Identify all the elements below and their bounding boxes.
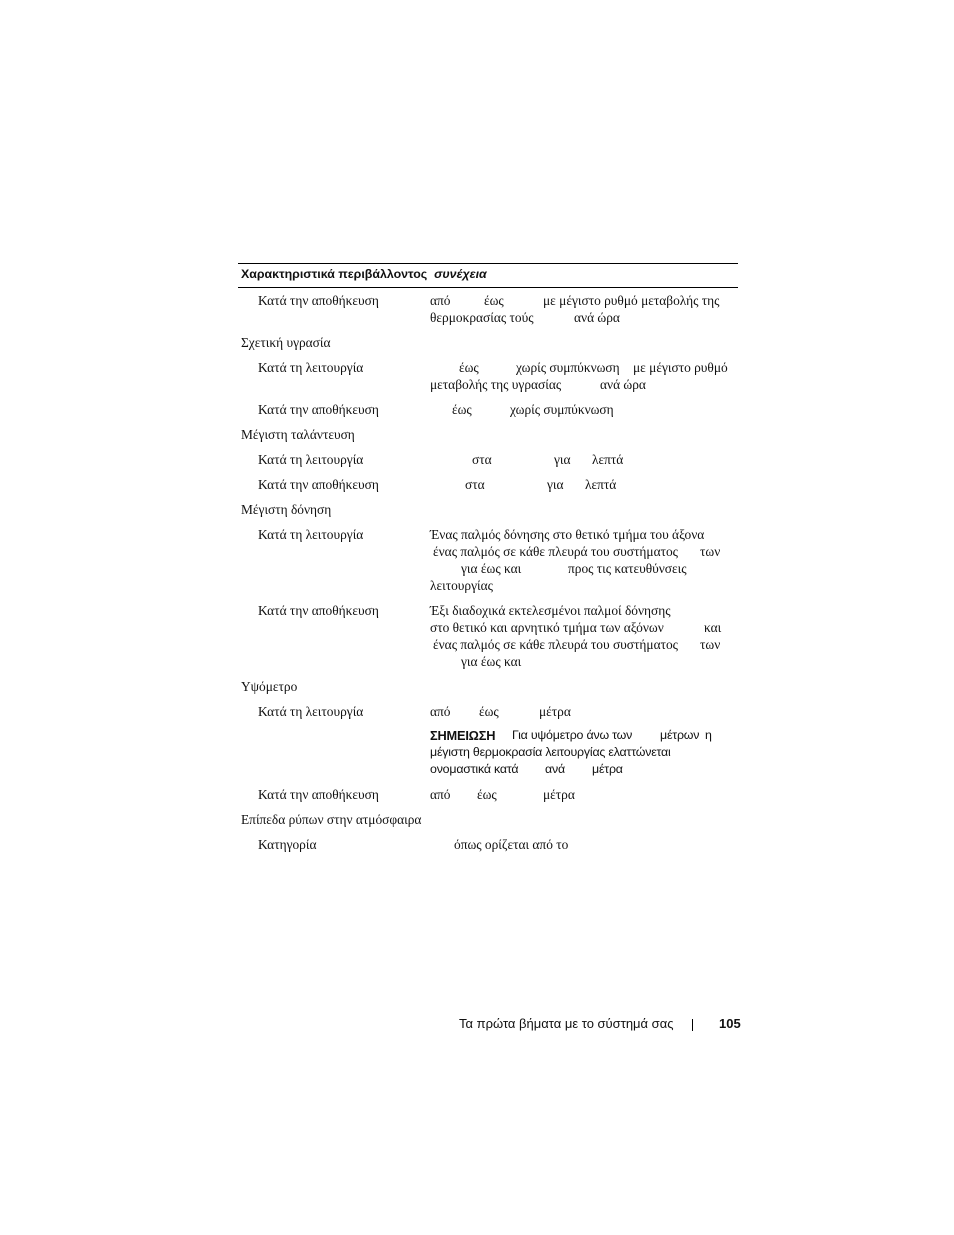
row-value: χωρίς συμπύκνωση [510,402,614,417]
row-value: για [547,477,564,492]
row-value: ανά ώρα [600,377,646,392]
row-value: με μέγιστο ρυθμό μεταβολής της [543,293,720,308]
row-value: χωρίς συμπύκνωση [516,360,620,375]
footer-text: Τα πρώτα βήματα με το σύστημά σας [459,1016,674,1031]
note-text: μέτρων [660,728,700,742]
row-label: Κατά την αποθήκευση [258,402,379,417]
row-value: έως [477,787,497,802]
row-value: όπως ορίζεται από το [454,837,569,852]
note-text: μέτρα [592,762,623,776]
row-label: Κατά την αποθήκευση [258,477,379,492]
note-text: Για υψόμετρο άνω των [512,728,633,742]
row-label: Κατά την αποθήκευση [258,603,379,618]
row-label: Κατά τη λειτουργία [258,704,364,719]
row-value: έως [459,360,479,375]
page-number: 105 [719,1016,741,1031]
row-value: προς τις κατευθύνσεις [568,561,687,576]
row-value: μέτρα [539,704,571,719]
row-label: Κατά τη λειτουργία [258,360,364,375]
row-value: έως [479,704,499,719]
row-value: των [700,544,721,559]
row-value: ένας παλμός σε κάθε πλευρά του συστήματος [433,544,678,559]
note-text: μέγιστη θερμοκρασία λειτουργίας ελαττώνεται [430,745,671,759]
row-value: ανά ώρα [574,310,620,325]
row-value: λειτουργίας [430,578,493,593]
table-title: Χαρακτηριστικά περιβάλλοντος συνέχεια [241,267,487,281]
row-value: με μέγιστο ρυθμό [633,360,728,375]
section-label: Σχετική υγρασία [241,335,331,350]
row-value: στα [472,452,492,467]
row-value: για [554,452,571,467]
row-label: Κατά την αποθήκευση [258,293,379,308]
row-value: από [430,787,451,802]
section-label: Μέγιστη ταλάντευση [241,427,355,442]
row-value: στο θετικό και αρνητικό τμήμα των αξόνων [430,620,664,635]
row-value: έως [484,293,504,308]
row-value: έως [452,402,472,417]
row-value: ένας παλμός σε κάθε πλευρά του συστήματος [433,637,678,652]
row-label: Κατά τη λειτουργία [258,452,364,467]
section-label: Υψόμετρο [241,679,298,694]
note-text: ανά [545,762,565,776]
note-text: ονομαστικά κατά [430,762,519,776]
row-value: στα [465,477,485,492]
table-top-rule [238,263,738,264]
row-label: Κατά την αποθήκευση [258,787,379,802]
row-value: λεπτά [592,452,624,467]
row-value: λεπτά [585,477,617,492]
row-value: μεταβολής της υγρασίας [430,377,562,392]
row-value: και [704,620,722,635]
section-label: Μέγιστη δόνηση [241,502,332,517]
row-value: θερμοκρασίας τούς [430,310,534,325]
row-value: από [430,293,451,308]
row-value: για έως και [461,561,522,576]
note-block [430,727,495,745]
note-text: η [705,728,712,742]
note-label: ΣΗΜΕΙΩΣΗ [430,728,496,743]
row-value: μέτρα [543,787,575,802]
row-value: των [700,637,721,652]
row-value: από [430,704,451,719]
footer-divider [692,1019,693,1031]
row-label: Κατηγορία [258,837,317,852]
row-value: για έως και [461,654,522,669]
table-header-rule [238,287,738,288]
row-value: Έξι διαδοχικά εκτελεσμένοι παλμοί δόνησης [430,603,671,618]
row-value: Ένας παλμός δόνησης στο θετικό τμήμα του άξονα [430,527,705,542]
row-label: Κατά τη λειτουργία [258,527,364,542]
section-label: Επίπεδα ρύπων στην ατμόσφαιρα [241,812,422,827]
